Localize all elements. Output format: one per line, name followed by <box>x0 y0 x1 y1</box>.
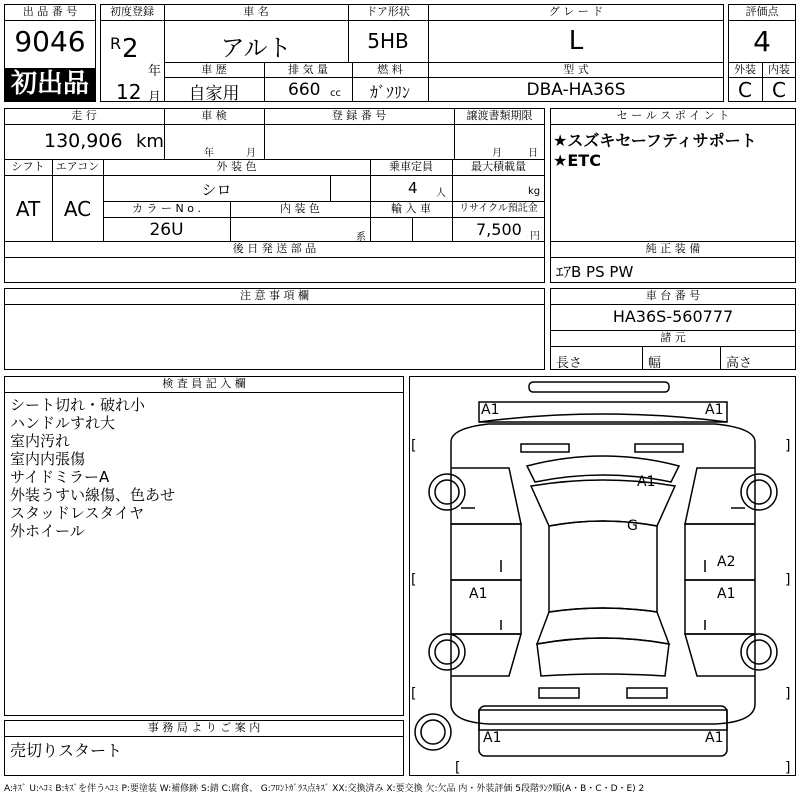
rear-bumper <box>479 710 727 730</box>
first-listing-badge: 初出品 <box>5 68 95 101</box>
damage-mark: G <box>627 518 638 534</box>
mileage-label: 走 行 <box>71 109 97 122</box>
inspector-label: 検 査 員 記 入 欄 <box>162 377 246 390</box>
capacity-unit: 人 <box>436 188 446 199</box>
headlight-right <box>635 444 683 452</box>
car-diagram <box>409 376 796 776</box>
model-code: DBA-HA36S <box>526 80 626 100</box>
interior-score: C <box>772 78 786 102</box>
car-name: アルト <box>220 34 292 62</box>
interior-label: 内装 <box>768 63 790 76</box>
lot-number: 9046 <box>14 25 86 58</box>
inspector-note: ハンドルすれ大 <box>10 414 116 432</box>
damage-mark: A1 <box>481 402 500 418</box>
inspection-label: 車 検 <box>201 109 227 122</box>
later-parts-label: 後 日 発 送 部 品 <box>232 242 317 255</box>
overall-score: 4 <box>753 25 771 58</box>
int-color-label: 内 装 色 <box>280 202 320 215</box>
front-bumper <box>479 402 727 422</box>
left-front-door <box>451 524 521 580</box>
displacement-unit: cc <box>330 88 341 99</box>
capacity: 4 <box>408 179 418 197</box>
fuel-label: 燃 料 <box>377 63 403 76</box>
damage-mark: A2 <box>717 554 736 570</box>
damage-mark: A1 <box>483 730 502 746</box>
aircon-label: エアコン <box>55 160 100 173</box>
aircon: AC <box>63 197 92 221</box>
bracket: [ <box>411 438 417 454</box>
tail-lamp-left <box>539 688 579 698</box>
max-load-label: 最大積載量 <box>471 160 526 173</box>
grade-label: グ レ ー ド <box>548 5 604 18</box>
displacement: 660 <box>288 80 321 100</box>
sales-point-item: ★スズキセーフティサポート <box>553 131 757 150</box>
first-reg-year: 2 <box>122 34 139 64</box>
inspector-note: 室内内張傷 <box>10 450 86 468</box>
body-outline <box>451 424 755 724</box>
damage-mark: A1 <box>705 730 724 746</box>
office-note: 売切りスタート <box>10 741 123 760</box>
history-label: 車 歴 <box>201 63 227 76</box>
recycle-unit: 円 <box>530 231 540 242</box>
inspector-note: 外ホイール <box>10 522 85 540</box>
recycle-fee: 7,500 <box>476 220 522 239</box>
bumper-curve <box>479 414 727 422</box>
color-no: 26U <box>149 220 184 240</box>
exterior-score: C <box>738 78 752 102</box>
history: 自家用 <box>188 84 240 104</box>
mileage-unit: km <box>136 131 164 152</box>
car-name-label: 車 名 <box>243 5 269 18</box>
inspection-year-unit: 年 <box>204 148 214 159</box>
office-label: 事 務 局 よ り ご 案 内 <box>147 721 261 734</box>
import-label: 輸 入 車 <box>391 202 431 215</box>
left-front-fender <box>451 468 521 524</box>
bracket: ] <box>785 686 791 702</box>
equipment-label: 純 正 装 備 <box>645 242 701 255</box>
bracket: ] <box>785 572 791 588</box>
right-front-fender <box>685 468 755 524</box>
int-color-unit: 系 <box>356 232 366 243</box>
dimensions-label: 諸 元 <box>660 331 686 344</box>
transfer-month-unit: 月 <box>492 148 502 159</box>
grade: L <box>568 26 584 56</box>
front-bumper-top <box>529 382 669 392</box>
model-label: 型 式 <box>563 63 589 76</box>
displacement-label: 排 気 量 <box>288 63 328 76</box>
inspection-month-unit: 月 <box>246 148 256 159</box>
damage-mark: A1 <box>717 586 736 602</box>
first-reg-month: 12 <box>116 80 142 104</box>
chassis-number: HA36S-560777 <box>612 307 734 326</box>
height-label: 高さ <box>726 356 753 371</box>
door-label: ドア形状 <box>366 5 410 18</box>
shift: AT <box>15 197 41 221</box>
damage-mark: A1 <box>637 474 656 490</box>
fuel: ｶﾞｿﾘﾝ <box>369 83 410 102</box>
headlight-left <box>521 444 569 452</box>
capacity-label: 乗車定員 <box>389 160 433 173</box>
rear-hatch <box>537 638 669 676</box>
plate-label: 登 録 番 号 <box>331 109 387 122</box>
recycle-label: リサイクル預託金 <box>459 203 538 214</box>
inspector-note: サイドミラーA <box>10 468 110 486</box>
length-label: 長さ <box>556 356 583 371</box>
shift-label: シフト <box>11 160 45 173</box>
inspector-note: スタッドレスタイヤ <box>10 504 145 522</box>
roof <box>549 521 657 612</box>
max-load-unit: kg <box>528 186 541 197</box>
bracket: ] <box>785 438 791 454</box>
exterior-label: 外装 <box>734 63 756 76</box>
bracket: [ <box>411 572 417 588</box>
bracket: [ <box>411 686 417 702</box>
bracket: ] <box>785 760 791 776</box>
year-unit: 年 <box>148 64 162 79</box>
chassis-label: 車 台 番 号 <box>645 289 701 302</box>
inspector-note: シート切れ・破れ小 <box>10 396 146 414</box>
tail-lamp-right <box>627 688 667 698</box>
bracket: [ <box>455 760 461 776</box>
legend: A:ｷｽﾞ U:ﾍｺﾐ B:ｷｽﾞを伴うﾍｺﾐ P:要塗装 W:補修跡 S:錆 C:腐食、 G:ﾌﾛﾝﾄｶﾞﾗｽ点ｷｽﾞ XX:交換済み X:要交換 欠:欠品 内・外装評価 5段階ﾗﾝｸ順(A・B・C・D・E) 2 <box>4 784 645 794</box>
score-label: 評価点 <box>745 5 779 18</box>
equipment: ｴｱB PS PW <box>556 263 634 281</box>
first-reg-label: 初度登録 <box>110 5 154 18</box>
caution-label: 注 意 事 項 欄 <box>240 289 309 302</box>
mileage: 130,906 <box>44 130 123 152</box>
transfer-label: 譲渡書類期限 <box>466 109 533 122</box>
inspector-notes <box>10 396 175 540</box>
inspector-note: 外装うすい線傷、色あせ <box>10 486 176 504</box>
color-no-label: カ ラ ー N o . <box>132 202 201 215</box>
sales-points-label: セ ー ル ス ポ イ ン ト <box>616 109 730 122</box>
lot-label: 出 品 番 号 <box>22 5 78 18</box>
damage-mark: A1 <box>469 586 488 602</box>
ext-color: シロ <box>201 181 232 199</box>
damage-mark: A1 <box>705 402 724 418</box>
month-unit: 月 <box>148 90 162 105</box>
sales-point-item: ★ETC <box>553 151 601 170</box>
right-front-door <box>685 524 755 580</box>
inspector-note: 室内汚れ <box>10 432 71 450</box>
transfer-day-unit: 日 <box>528 148 538 159</box>
hood-front <box>527 456 679 482</box>
rear-end <box>479 706 727 756</box>
ext-color-label: 外 装 色 <box>216 160 257 173</box>
width-label: 幅 <box>648 356 662 371</box>
era: R <box>110 34 122 53</box>
door-type: 5HB <box>367 29 409 53</box>
